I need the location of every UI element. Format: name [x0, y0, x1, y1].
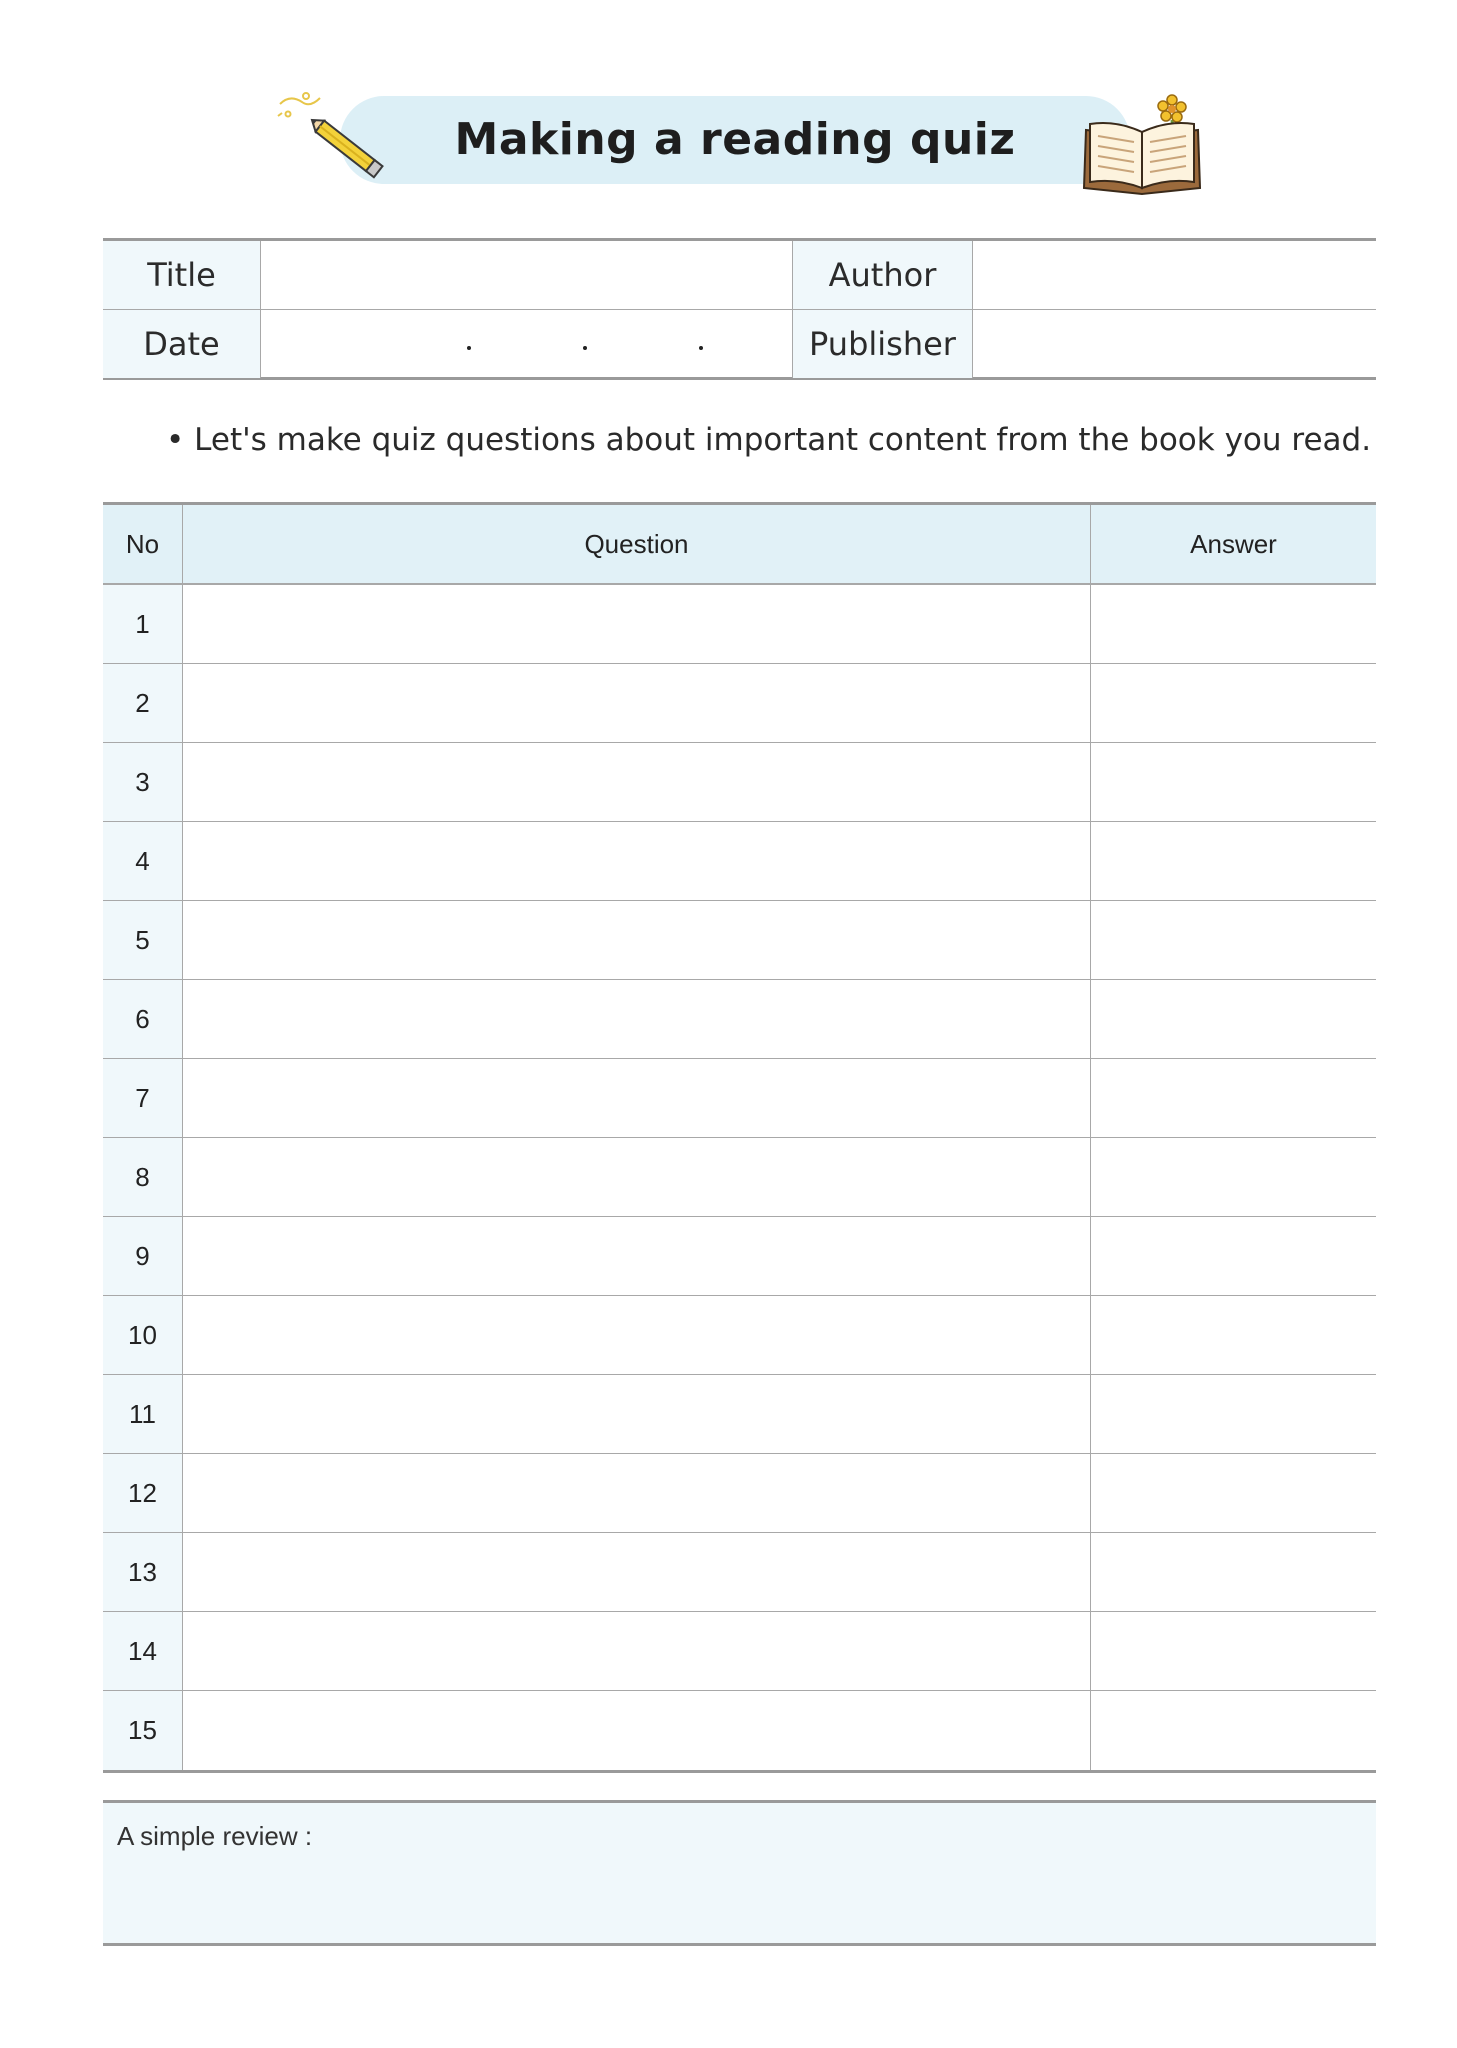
- answer-cell[interactable]: [1091, 1296, 1376, 1374]
- date-separator: [467, 346, 471, 350]
- answer-cell[interactable]: [1091, 1454, 1376, 1532]
- quiz-table-header: [103, 505, 1376, 585]
- row-number: 8: [103, 1138, 183, 1216]
- row-number: 9: [103, 1217, 183, 1295]
- question-cell[interactable]: [183, 1217, 1091, 1295]
- question-cell[interactable]: [183, 980, 1091, 1058]
- table-row: [103, 585, 1376, 664]
- row-number: 4: [103, 822, 183, 900]
- row-number: 13: [103, 1533, 183, 1611]
- row-number: 1: [103, 585, 183, 663]
- answer-cell[interactable]: [1091, 585, 1376, 663]
- question-cell[interactable]: [183, 901, 1091, 979]
- date-separator: [699, 346, 703, 350]
- answer-cell[interactable]: [1091, 1533, 1376, 1611]
- answer-cell[interactable]: [1091, 1059, 1376, 1137]
- quiz-table: [103, 502, 1376, 1773]
- question-cell[interactable]: [183, 1059, 1091, 1137]
- table-row: [103, 1138, 1376, 1217]
- row-number: 6: [103, 980, 183, 1058]
- info-row-date-publisher: [103, 310, 1376, 378]
- answer-cell[interactable]: [1091, 1375, 1376, 1453]
- answer-cell[interactable]: [1091, 901, 1376, 979]
- answer-cell[interactable]: [1091, 1612, 1376, 1690]
- question-cell[interactable]: [183, 1691, 1091, 1770]
- question-cell[interactable]: [183, 822, 1091, 900]
- publisher-label: Publisher: [793, 310, 973, 378]
- title-label: Title: [103, 241, 261, 309]
- author-label: Author: [793, 241, 973, 309]
- book-info-table: [103, 238, 1376, 380]
- answer-cell[interactable]: [1091, 743, 1376, 821]
- date-label: Date: [103, 310, 261, 378]
- answer-cell[interactable]: [1091, 980, 1376, 1058]
- table-row: [103, 901, 1376, 980]
- table-row: [103, 1612, 1376, 1691]
- row-number: 5: [103, 901, 183, 979]
- column-header-answer: Answer: [1190, 528, 1277, 559]
- open-book-icon: [1080, 90, 1210, 200]
- answer-cell[interactable]: [1091, 664, 1376, 742]
- table-row: [103, 822, 1376, 901]
- answer-cell[interactable]: [1091, 1138, 1376, 1216]
- row-number: 12: [103, 1454, 183, 1532]
- answer-cell[interactable]: [1091, 1217, 1376, 1295]
- row-number: 3: [103, 743, 183, 821]
- table-row: [103, 1059, 1376, 1138]
- page-title: Making a reading quiz: [454, 114, 1016, 165]
- answer-cell[interactable]: [1091, 1691, 1376, 1770]
- table-row: [103, 1454, 1376, 1533]
- row-number: 11: [103, 1375, 183, 1453]
- row-number: 15: [103, 1691, 183, 1770]
- title-field[interactable]: [261, 241, 793, 309]
- question-cell[interactable]: [183, 585, 1091, 663]
- answer-cell[interactable]: [1091, 822, 1376, 900]
- question-cell[interactable]: [183, 1612, 1091, 1690]
- instruction-text: • Let's make quiz questions about important content from the book you read.: [166, 422, 1372, 458]
- date-separator: [583, 346, 587, 350]
- author-field[interactable]: [973, 241, 1376, 309]
- table-row: [103, 980, 1376, 1059]
- column-header-question: Question: [183, 505, 1091, 583]
- date-field[interactable]: [261, 310, 793, 378]
- review-box[interactable]: [103, 1800, 1376, 1946]
- table-row: [103, 664, 1376, 743]
- column-header-no: No: [103, 505, 183, 583]
- question-cell[interactable]: [183, 1454, 1091, 1532]
- table-row: [103, 1296, 1376, 1375]
- question-cell[interactable]: [183, 1296, 1091, 1374]
- pencil-icon: [272, 90, 388, 194]
- table-row: [103, 743, 1376, 822]
- question-cell[interactable]: [183, 664, 1091, 742]
- row-number: 10: [103, 1296, 183, 1374]
- row-number: 14: [103, 1612, 183, 1690]
- table-row: [103, 1375, 1376, 1454]
- question-cell[interactable]: [183, 1375, 1091, 1453]
- info-row-title-author: [103, 241, 1376, 310]
- table-row: [103, 1691, 1376, 1770]
- review-label: A simple review :: [117, 1821, 313, 1851]
- publisher-field[interactable]: [973, 310, 1376, 378]
- table-row: [103, 1217, 1376, 1296]
- question-cell[interactable]: [183, 743, 1091, 821]
- row-number: 7: [103, 1059, 183, 1137]
- table-row: [103, 1533, 1376, 1612]
- row-number: 2: [103, 664, 183, 742]
- question-cell[interactable]: [183, 1138, 1091, 1216]
- question-cell[interactable]: [183, 1533, 1091, 1611]
